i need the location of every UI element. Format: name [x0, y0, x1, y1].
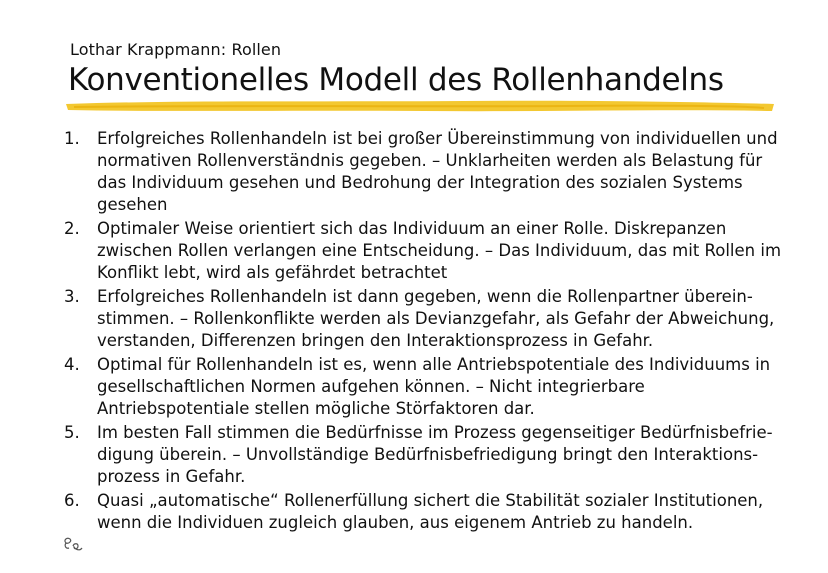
item-number: 5. [64, 423, 80, 442]
item-text: Optimaler Weise orientiert sich das Individuum an einer Rolle. Diskrepanzen zwischen Rollen verlangen eine Entscheidung. – Das Individuum, das mit Rollen im Konflikt lebt, wird als gefährdet betrachtet [97, 219, 782, 282]
item-number: 3. [64, 287, 80, 306]
author-line: Lothar Krappmann: Rollen [70, 40, 282, 59]
list-item [64, 128, 794, 216]
statement-list [64, 128, 794, 536]
list-item [64, 422, 794, 488]
list-item [64, 218, 794, 284]
highlight-underline [64, 98, 776, 114]
item-text: Erfolgreiches Rollenhandeln ist bei großer Übereinstimmung von individuellen und normativen Rollenverständnis gegeben. – Unklarheiten werden als Belastung für das Individuum gesehen und Bedrohung der Integration des sozialen Systems gesehen [97, 129, 778, 214]
item-text: Quasi „automatische“ Rollenerfüllung sichert die Stabilität sozialer Institutionen, wenn die Individuen zugleich glauben, aus eigenem Antrieb zu handeln. [97, 491, 764, 532]
item-number: 2. [64, 219, 80, 238]
list-item [64, 490, 794, 534]
slide-title: Konventionelles Modell des Rollenhandelns [68, 62, 724, 98]
item-text: Erfolgreiches Rollenhandeln ist dann gegeben, wenn die Rollenpartner überein-stimmen. – Rollenkonflikte werden als Devianzgefahr, als Gefahr der Abweichung, verstanden, Differenzen bringen den Interaktionsprozess in Gefahr. [97, 287, 775, 350]
item-text: Optimal für Rollenhandeln ist es, wenn alle Antriebspotentiale des Individuums in gesellschaftlichen Normen aufgehen können. – Nicht integrierbare Antriebspotentiale stellen mögliche Störfaktoren dar. [97, 355, 771, 418]
handwritten-initials-icon [60, 534, 86, 554]
item-number: 1. [64, 129, 80, 148]
list-item [64, 354, 794, 420]
item-text: Im besten Fall stimmen die Bedürfnisse im Prozess gegenseitiger Bedürfnisbefrie-digung überein. – Unvollständige Bedürfnisbefriedigung bringt den Interaktions-prozess in Gefahr. [97, 423, 773, 486]
item-number: 6. [64, 491, 80, 510]
list-item [64, 286, 794, 352]
item-number: 4. [64, 355, 80, 374]
